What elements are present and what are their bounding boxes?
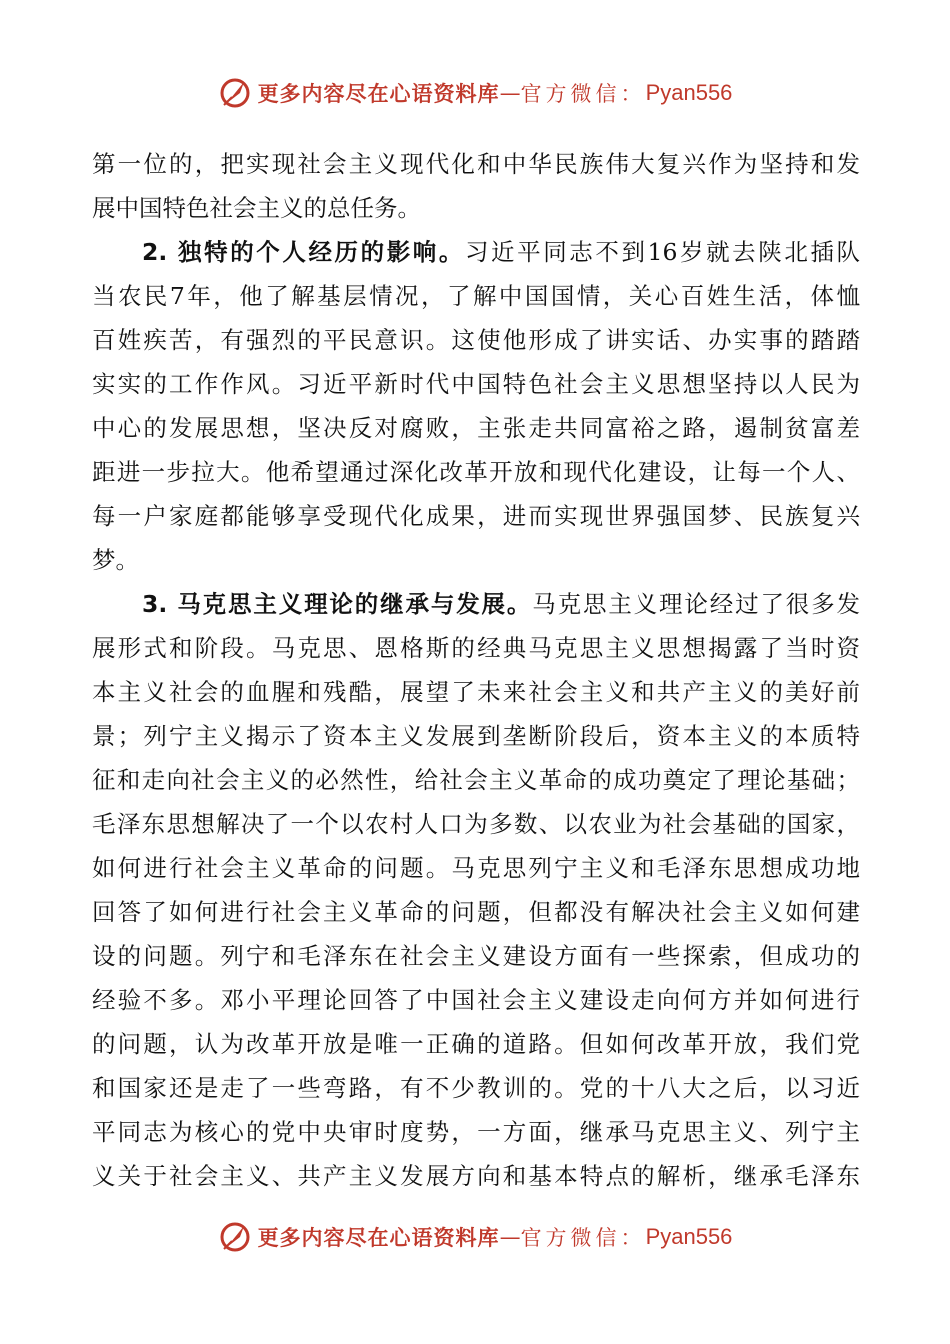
body-line: 中心的发展思想，坚决反对腐败，主张走共同富裕之路，遏制贫富差 <box>92 414 860 442</box>
body-line: 义关于社会主义、共产主义发展方向和基本特点的解析，继承毛泽东 <box>92 1162 860 1190</box>
body-line: 景；列宁主义揭示了资本主义发展到垄断阶段后，资本主义的本质特 <box>92 722 860 750</box>
body-line: 设的问题。列宁和毛泽东在社会主义建设方面有一些探索，但成功的 <box>92 942 860 970</box>
banner-separator: — <box>499 81 521 105</box>
banner-separator: — <box>499 1225 521 1249</box>
banner-wechat-label: 官方微信： <box>520 1226 646 1250</box>
header-banner <box>0 73 950 113</box>
body-line: 当农民7年，他了解基层情况，了解中国国情，关心百姓生活，体恤 <box>92 282 860 310</box>
body-line: 和国家还是走了一些弯路，有不少教训的。党的十八大之后，以习近 <box>92 1074 860 1102</box>
body-line: 实实的工作作风。习近平新时代中国特色社会主义思想坚持以人民为 <box>92 370 860 398</box>
body-line: 百姓疾苦，有强烈的平民意识。这使他形成了讲实话、办实事的踏踏 <box>92 326 860 354</box>
body-line: 毛泽东思想解决了一个以农村人口为多数、以农业为社会基础的国家， <box>92 810 860 838</box>
footer-banner <box>0 1217 950 1257</box>
banner-brand-text: 更多内容尽在心语资料库 <box>257 1226 500 1250</box>
body-line: 征和走向社会主义的必然性，给社会主义革命的成功奠定了理论基础； <box>92 766 860 794</box>
body-line: 距进一步拉大。他希望通过深化改革开放和现代化建设，让每一个人、 <box>92 458 860 486</box>
body-line: 展形式和阶段。马克思、恩格斯的经典马克思主义思想揭露了当时资 <box>92 634 860 662</box>
section-heading-3: 3. 马克思主义理论的继承与发展。 <box>142 590 533 618</box>
banner-wechat-id: Pyan556 <box>645 1224 733 1249</box>
body-line: 平同志为核心的党中央审时度势，一方面，继承马克思主义、列宁主 <box>92 1118 860 1146</box>
quill-logo-icon <box>218 76 252 110</box>
body-line: 本主义社会的血腥和残酷，展望了未来社会主义和共产主义的美好前 <box>92 678 860 706</box>
banner-brand-text: 更多内容尽在心语资料库 <box>257 82 500 106</box>
section-heading-line: 3. 马克思主义理论的继承与发展。马克思主义理论经过了很多发 <box>142 590 861 618</box>
body-line: 的问题，认为改革开放是唯一正确的道路。但如何改革开放，我们党 <box>92 1030 860 1058</box>
body-line: 第一位的，把实现社会主义现代化和中华民族伟大复兴作为坚持和发 <box>92 150 860 178</box>
quill-logo-icon <box>218 1220 252 1254</box>
section-heading-line: 2. 独特的个人经历的影响。习近平同志不到16岁就去陕北插队 <box>142 238 860 266</box>
body-line: 每一户家庭都能够享受现代化成果，进而实现世界强国梦、民族复兴 <box>92 502 860 530</box>
banner-wechat-label: 官方微信： <box>520 82 646 106</box>
section-heading-2: 2. 独特的个人经历的影响。 <box>142 238 465 266</box>
banner-wechat-id: Pyan556 <box>645 80 733 105</box>
document-body <box>92 142 860 1198</box>
body-line: 回答了如何进行社会主义革命的问题，但都没有解决社会主义如何建 <box>92 898 860 926</box>
body-line: 梦。 <box>92 546 139 574</box>
body-line: 经验不多。邓小平理论回答了中国社会主义建设走向何方并如何进行 <box>92 986 860 1014</box>
body-line: 展中国特色社会主义的总任务。 <box>92 194 421 222</box>
body-line: 如何进行社会主义革命的问题。马克思列宁主义和毛泽东思想成功地 <box>92 854 860 882</box>
